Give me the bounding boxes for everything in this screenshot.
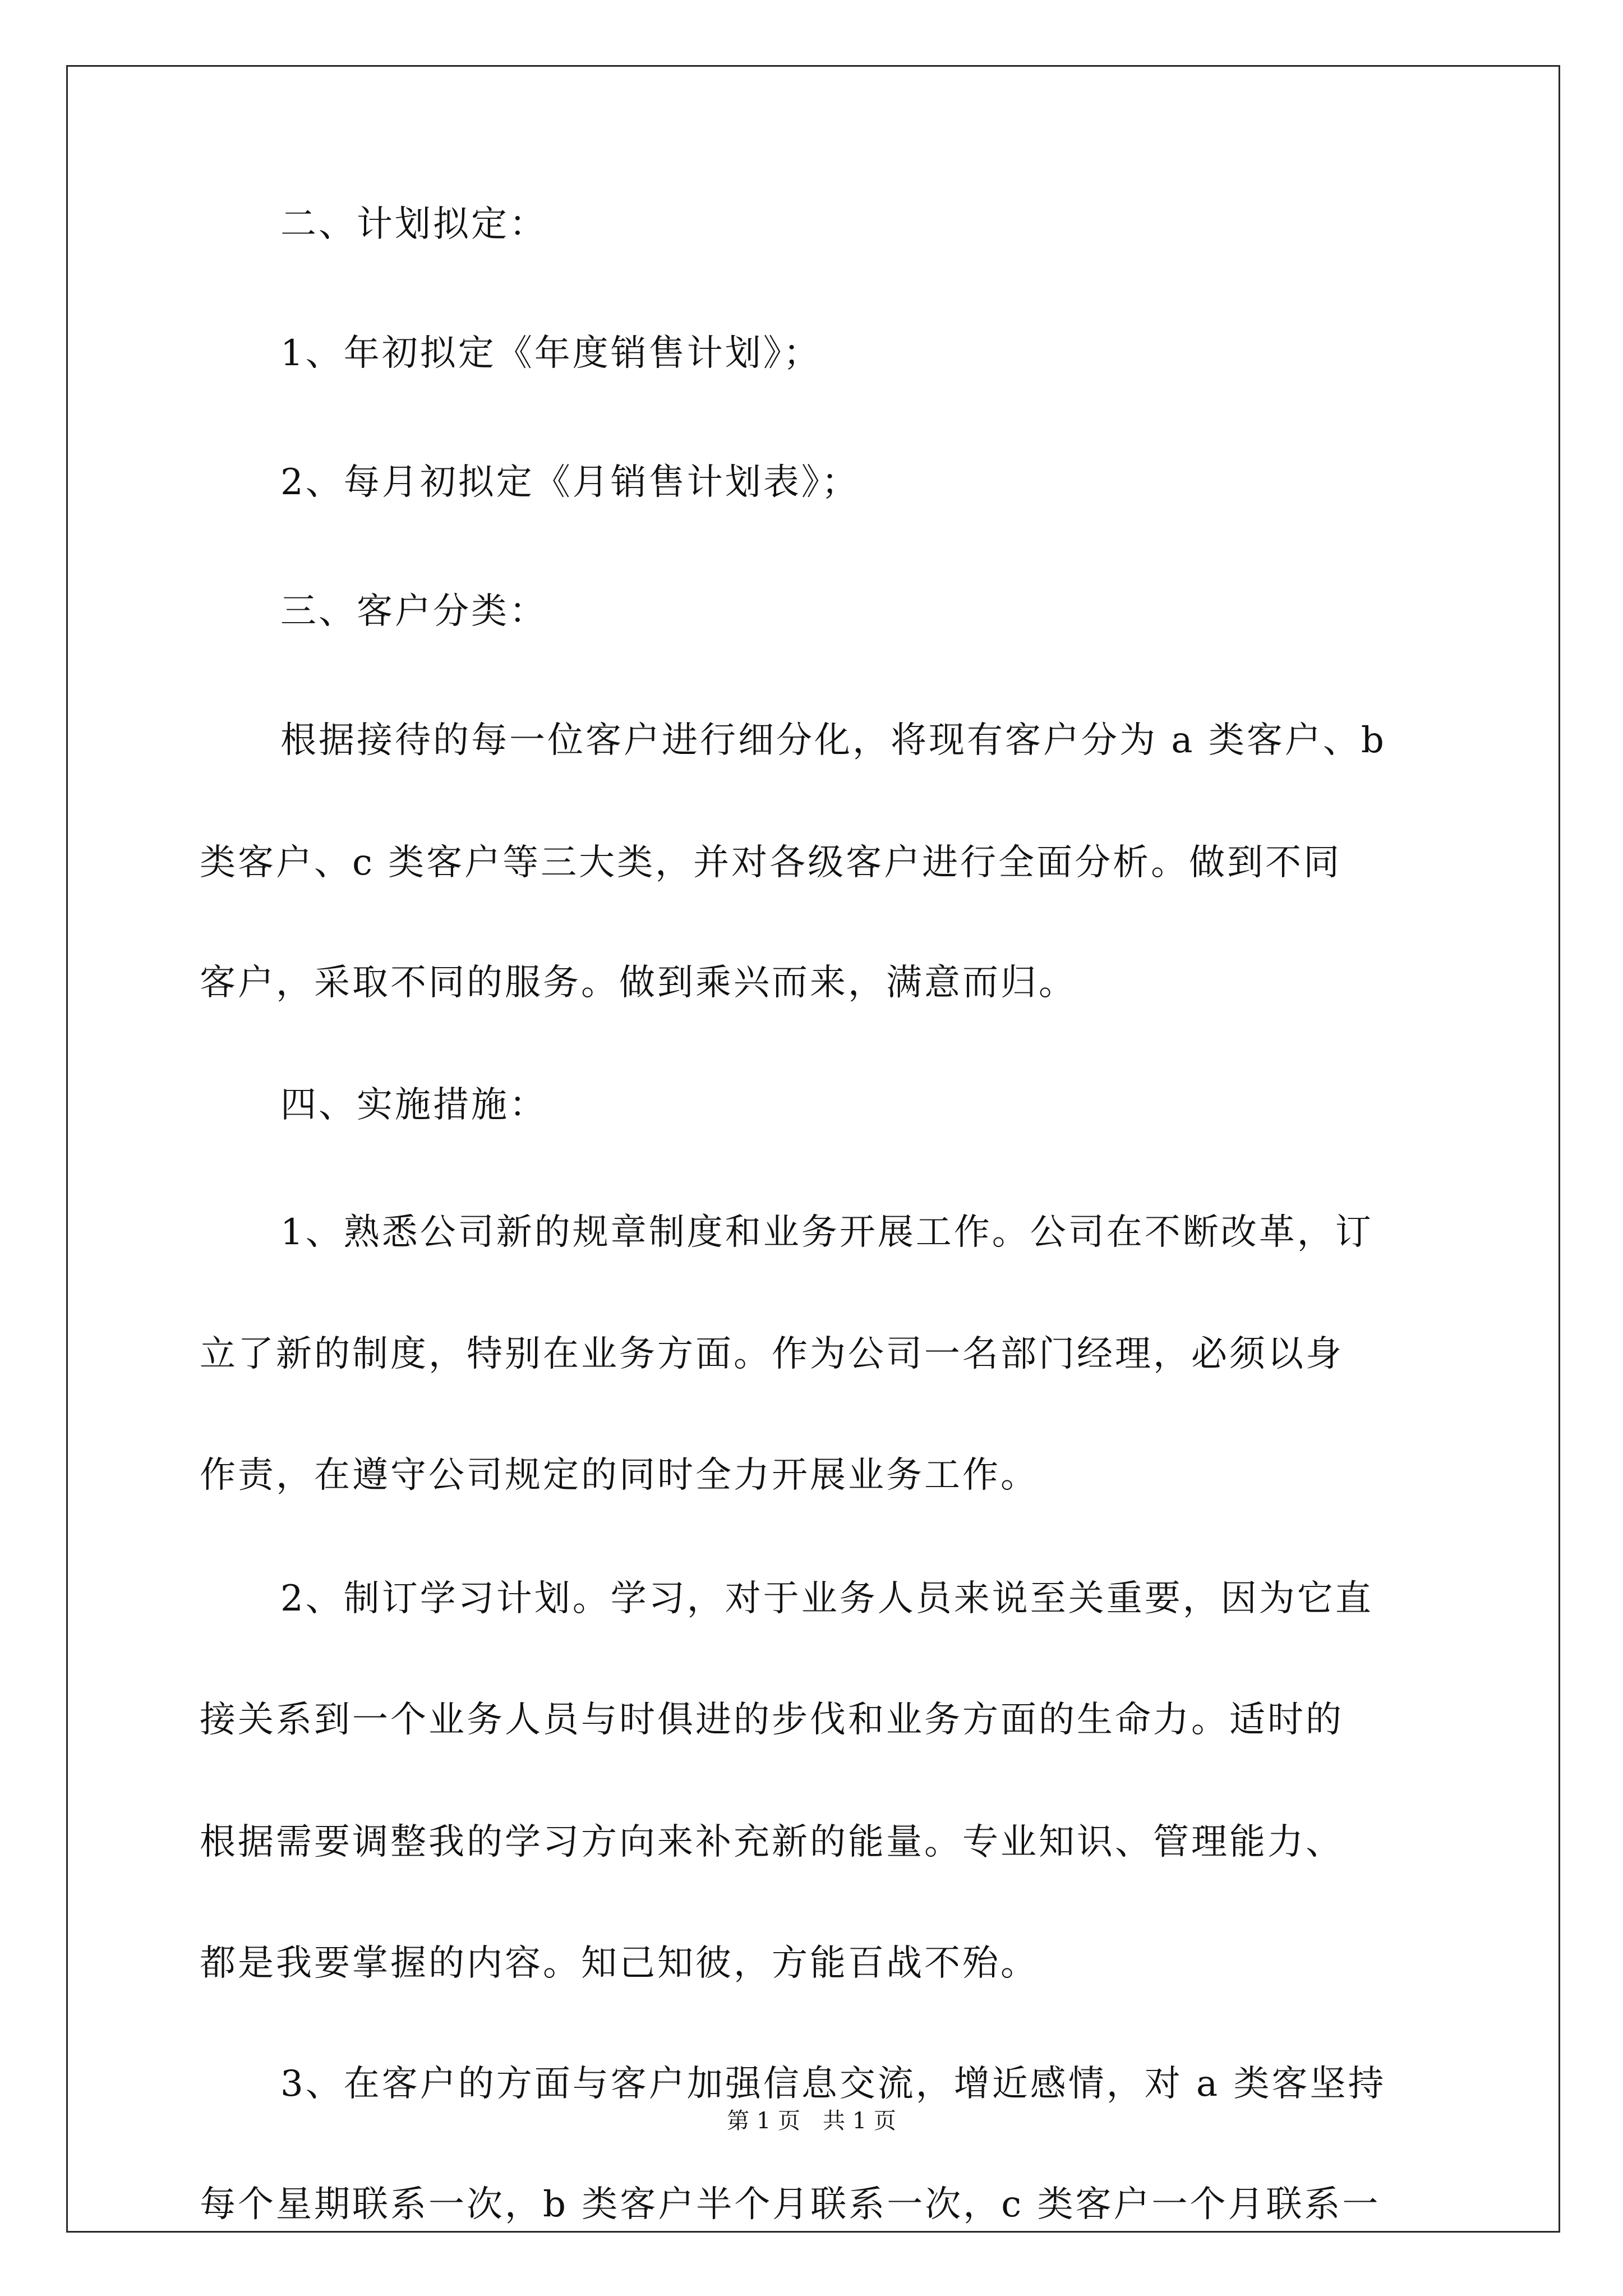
section-heading-plan: 二、计划拟定：: [280, 204, 547, 245]
paragraph-line: 根据需要调整我的学习方向来补充新的能量。专业知识、管理能力、: [200, 1821, 1344, 1863]
page-border: [66, 65, 1560, 2233]
plan-item: 1、年初拟定《年度销售计划》；: [280, 333, 822, 374]
paragraph-line: 立了新的制度，特别在业务方面。作为公司一名部门经理，必须以身: [200, 1333, 1344, 1375]
paragraph-line: 1、熟悉公司新的规章制度和业务开展工作。公司在不断改革，订: [280, 1212, 1373, 1253]
paragraph-line: 都是我要掌握的内容。知己知彼，方能百战不殆。: [200, 1943, 1039, 1984]
section-heading-customer-classification: 三、客户分类：: [280, 591, 547, 632]
paragraph-line: 类客户、c 类客户等三大类，并对各级客户进行全面分析。做到不同: [200, 842, 1342, 884]
paragraph-line: 3、在客户的方面与客户加强信息交流，增近感情，对 a 类客坚持: [280, 2063, 1386, 2105]
paragraph-line: 每个星期联系一次，b 类客户半个月联系一次，c 类客户一个月联系一: [200, 2184, 1381, 2225]
page-number-footer: 第 1 页 共 1 页: [727, 2108, 896, 2134]
plan-item: 2、每月初拟定《月销售计划表》；: [280, 462, 860, 503]
paragraph-line: 客户，采取不同的服务。做到乘兴而来，满意而归。: [200, 962, 1077, 1004]
paragraph-line: 2、制订学习计划。学习，对于业务人员来说至关重要，因为它直: [280, 1578, 1373, 1619]
section-heading-measures: 四、实施措施：: [280, 1084, 547, 1126]
paragraph-line: 根据接待的每一位客户进行细分化，将现有客户分为 a 类客户、b: [280, 720, 1386, 761]
paragraph-line: 接关系到一个业务人员与时俱进的步伐和业务方面的生命力。适时的: [200, 1699, 1344, 1741]
paragraph-line: 作责，在遵守公司规定的同时全力开展业务工作。: [200, 1455, 1039, 1496]
